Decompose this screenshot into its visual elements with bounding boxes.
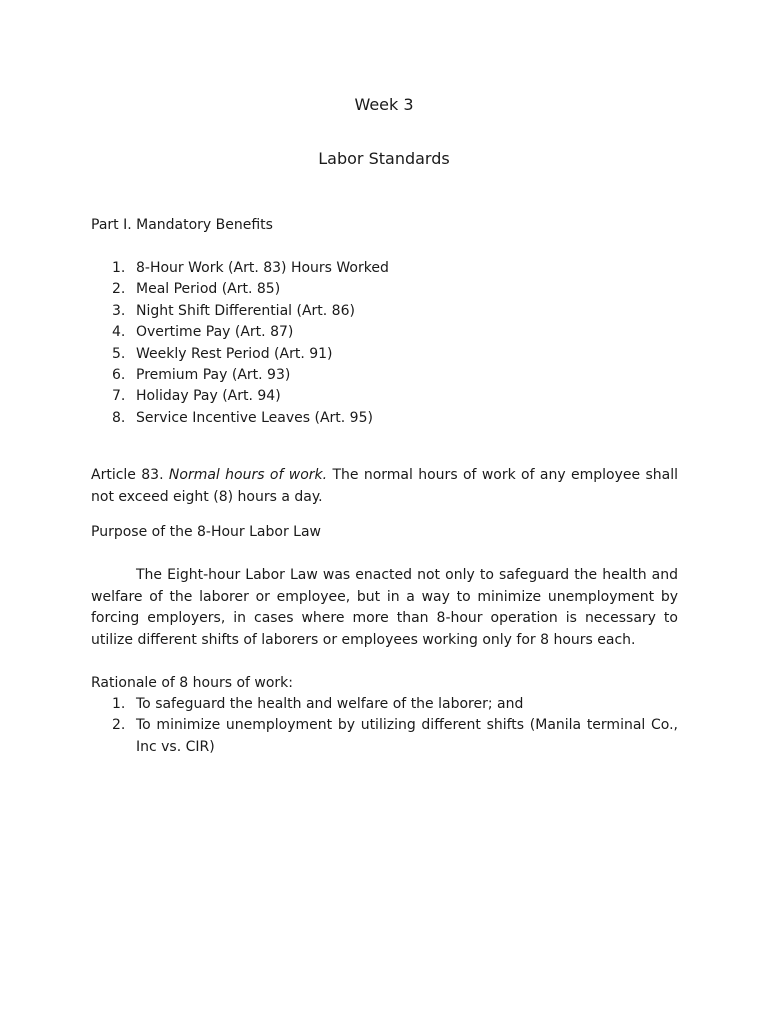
- list-text: Weekly Rest Period (Art. 91): [136, 345, 333, 362]
- list-item: [91, 386, 678, 407]
- week-title: Week 3: [354, 95, 414, 114]
- list-number: 3.: [112, 302, 126, 319]
- list-item: [91, 279, 678, 300]
- article-83-paragraph: [91, 465, 678, 508]
- list-number: 5.: [112, 345, 126, 362]
- list-text: 8-Hour Work (Art. 83) Hours Worked: [136, 260, 389, 276]
- list-item: [91, 408, 678, 429]
- list-text: Overtime Pay (Art. 87): [136, 324, 294, 341]
- list-text: Premium Pay (Art. 93): [136, 367, 291, 384]
- list-item: [91, 301, 678, 322]
- list-item: [91, 715, 678, 758]
- list-item: [91, 322, 678, 343]
- list-number: 1.: [112, 260, 126, 276]
- part-heading: Part I. Mandatory Benefits: [91, 217, 273, 233]
- list-item: [91, 365, 678, 386]
- list-number: 7.: [112, 388, 126, 405]
- article-text: The normal hours of work of any employee shall not exceed eight (8) hours a day.: [91, 467, 678, 505]
- list-number: 1.: [112, 696, 126, 712]
- document-title: Labor Standards: [318, 149, 450, 168]
- article-italic-title: Normal hours of work.: [168, 467, 328, 483]
- list-number: 2.: [112, 717, 126, 734]
- list-item: [91, 258, 678, 279]
- list-item: [91, 344, 678, 365]
- list-text: Holiday Pay (Art. 94): [136, 388, 281, 405]
- list-number: 6.: [112, 367, 126, 384]
- list-item: [91, 694, 678, 715]
- list-number: 8.: [112, 409, 126, 426]
- rationale-heading: Rationale of 8 hours of work:: [91, 675, 294, 691]
- rationale-list: [91, 694, 678, 758]
- benefits-list: [91, 258, 678, 429]
- list-number: 4.: [112, 324, 126, 341]
- list-text: Service Incentive Leaves (Art. 95): [136, 409, 373, 426]
- article-label: Article 83.: [91, 467, 164, 483]
- list-text: To minimize unemployment by utilizing different shifts (Manila terminal Co., Inc vs. CIR): [136, 717, 678, 755]
- list-text: To safeguard the health and welfare of the laborer; and: [136, 696, 524, 712]
- list-text: Meal Period (Art. 85): [136, 281, 281, 298]
- list-number: 2.: [112, 281, 126, 298]
- purpose-heading: Purpose of the 8-Hour Labor Law: [91, 524, 322, 540]
- purpose-paragraph: The Eight-hour Labor Law was enacted not only to safeguard the health and welfare of the laborer or employee, but in a way to minimize unemployment by forcing employers, in cases where more than 8-hour operation is necessary to utilize different shifts of laborers or employees working only for 8 hours each.: [91, 567, 678, 648]
- list-text: Night Shift Differential (Art. 86): [136, 302, 355, 319]
